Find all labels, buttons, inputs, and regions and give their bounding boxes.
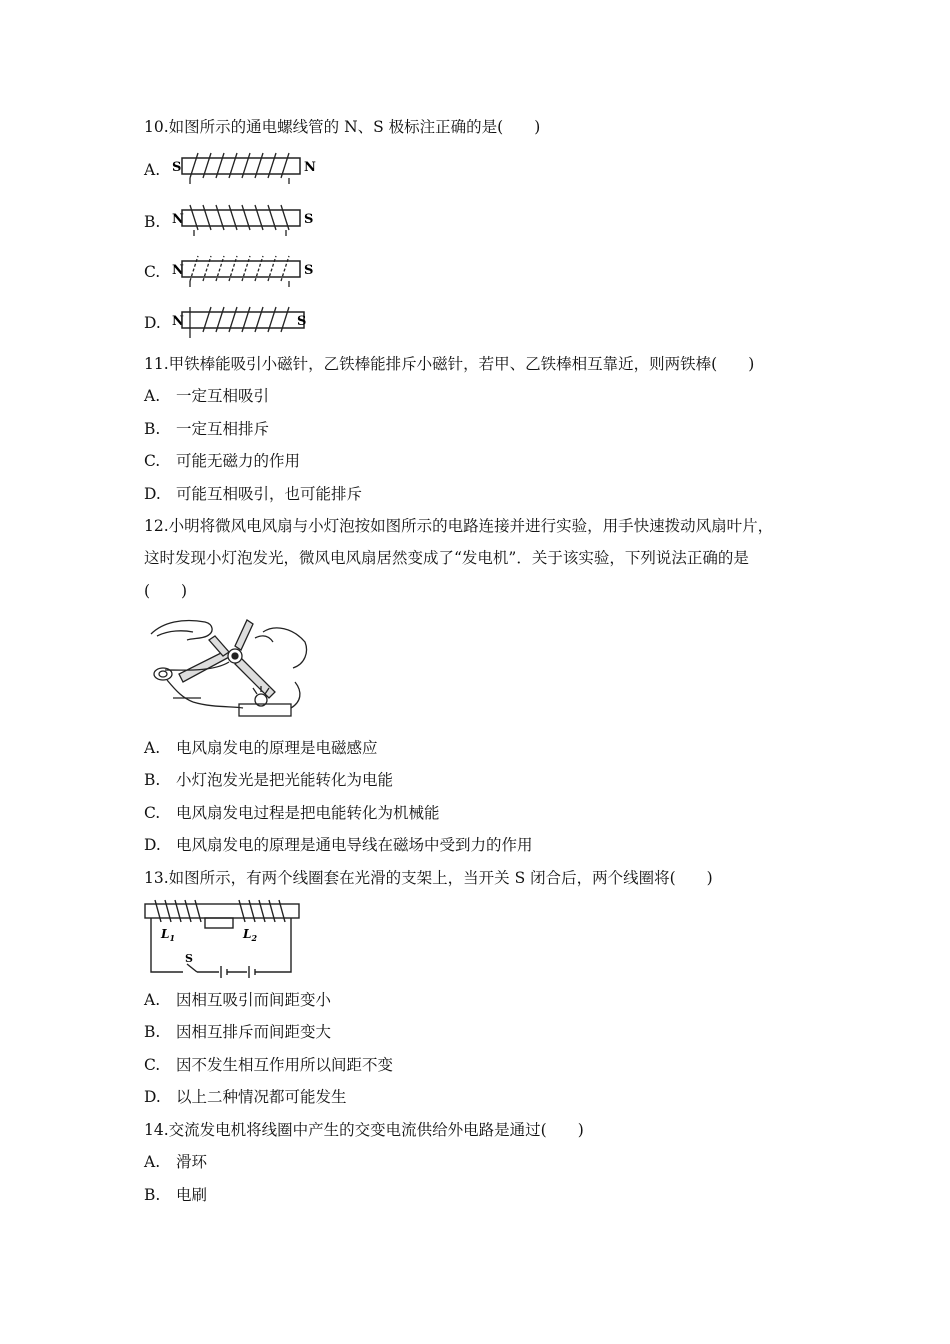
coil-l2-label: $L_2$ (243, 927, 258, 943)
q13-option-c[interactable]: C. 因不发生相互作用所以间距不变 (144, 1056, 394, 1074)
fan-generator-figure (143, 612, 311, 724)
q10-stem: 10.如图所示的通电螺线管的 N、S 极标注正确的是( ) (144, 118, 541, 136)
solenoid-d-right-pole: S (297, 314, 307, 329)
q11-option-c[interactable]: C. 可能无磁力的作用 (144, 452, 301, 470)
q10-option-a[interactable]: A. (144, 161, 161, 179)
q12-stem-line1: 12.小明将微风电风扇与小灯泡按如图所示的电路连接并进行实验，用手快速拨动风扇叶片， (144, 517, 774, 535)
q10-option-d[interactable]: D. (144, 314, 161, 332)
q14-option-a[interactable]: A. 滑环 (144, 1153, 208, 1171)
q13-option-d[interactable]: D. 以上二种情况都可能发生 (144, 1088, 347, 1106)
q13-option-b[interactable]: B. 因相互排斥而间距变大 (144, 1023, 332, 1041)
q13-stem: 13.如图所示，有两个线圈套在光滑的支架上，当开关 S 闭合后，两个线圈将( ) (144, 869, 713, 887)
q10-option-c[interactable]: C. (144, 263, 161, 281)
q12-stem-line3: ( ) (144, 582, 188, 600)
solenoid-a-figure (170, 148, 320, 184)
switch-s-label: S (185, 952, 193, 965)
q12-option-d[interactable]: D. 电风扇发电的原理是通电导线在磁场中受到力的作用 (144, 836, 533, 854)
q12-option-c[interactable]: C. 电风扇发电过程是把电能转化为机械能 (144, 804, 440, 822)
solenoid-c-figure (170, 251, 320, 287)
solenoid-b-figure (170, 200, 320, 236)
q11-option-b[interactable]: B. 一定互相排斥 (144, 420, 270, 438)
q10-option-b[interactable]: B. (144, 213, 161, 231)
q11-option-d[interactable]: D. 可能互相吸引，也可能排斥 (144, 485, 363, 503)
q11-option-a[interactable]: A. 一定互相吸引 (144, 387, 270, 405)
q12-option-a[interactable]: A. 电风扇发电的原理是电磁感应 (144, 739, 378, 757)
solenoid-b-left-pole: N (172, 212, 184, 227)
solenoid-b-right-pole: S (304, 212, 314, 227)
two-coils-circuit-figure (143, 900, 303, 976)
q11-stem: 11.甲铁棒能吸引小磁针，乙铁棒能排斥小磁针，若甲、乙铁棒相互靠近，则两铁棒( ) (144, 355, 755, 373)
solenoid-d-figure (170, 302, 320, 338)
solenoid-a-right-pole: N (304, 160, 316, 175)
solenoid-c-left-pole: N (172, 263, 184, 278)
solenoid-c-right-pole: S (304, 263, 314, 278)
q12-stem-line2: 这时发现小灯泡发光，微风电风扇居然变成了“发电机”．关于该实验，下列说法正确的是 (144, 549, 749, 567)
q14-stem: 14.交流发电机将线圈中产生的交变电流供给外电路是通过( ) (144, 1121, 584, 1139)
q13-option-a[interactable]: A. 因相互吸引而间距变小 (144, 991, 332, 1009)
coil-l1-label: $L_1$ (161, 927, 176, 943)
solenoid-a-left-pole: S (172, 160, 182, 175)
q14-option-b[interactable]: B. 电刷 (144, 1186, 208, 1204)
solenoid-d-left-pole: N (172, 314, 184, 329)
q12-option-b[interactable]: B. 小灯泡发光是把光能转化为电能 (144, 771, 394, 789)
